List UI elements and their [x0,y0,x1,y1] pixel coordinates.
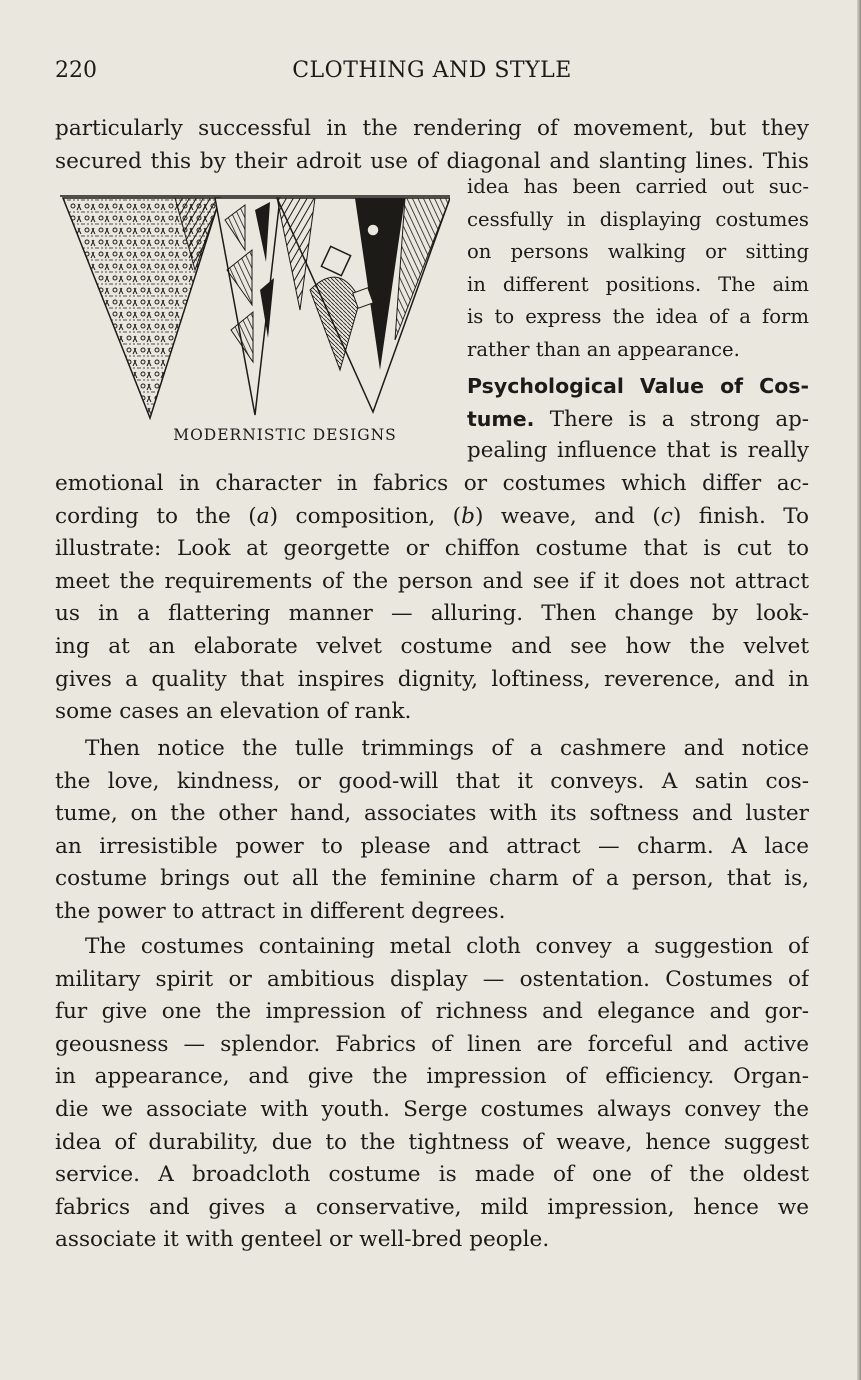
text-line: cessfully in displaying costumes [467,207,809,231]
text-line: in different positions. The aim [467,272,809,296]
text-line [467,403,809,436]
text-line: on persons walking or sitting [467,240,809,264]
text-line: military spirit or ambitious display — ostentation. Costumes of [55,966,809,992]
opening-lines [55,113,809,178]
text-line: meet the requirements of the person and see if it does not attract [55,568,809,594]
section-heading-block [467,370,809,468]
text-line: in appearance, and give the impression of efficiency. Organ- [55,1064,809,1090]
text-line: tume, on the other hand, associates with its softness and luster [55,801,809,827]
paragraph-3 [55,931,809,1257]
text-line: geousness — splendor. Fabrics of linen are forceful and active [55,1031,809,1057]
text-line: particularly successful in the rendering of movement, but they [55,116,809,141]
text-line: pealing influence that is really [467,438,809,464]
text-line: illustrate: Look at georgette or chiffon costume that is cut to [55,536,809,562]
paragraph-2 [55,733,809,929]
heading-line-text: There is a strong ap- [534,406,809,432]
page-edge-shadow [857,0,861,1380]
text-line: an irresistible power to please and attract — charm. A lace [55,833,809,859]
text-line: associate it with genteel or well-bred people. [55,1227,550,1253]
text-line: costume brings out all the feminine charm of a person, that is, [55,866,809,892]
text-line: us in a flattering manner — alluring. Then change by look- [55,601,809,627]
text-line: the power to attract in different degrees. [55,898,506,924]
text-line: fur give one the impression of richness and elegance and gor- [55,999,809,1025]
wrapped-text [467,171,809,367]
section-heading-title-cont: tume. [467,406,535,431]
text-line: The costumes containing metal cloth convey a suggestion of [85,934,809,959]
pennant-2 [215,198,280,415]
page-number: 220 [55,58,97,83]
text-line: ing at an elaborate velvet costume and see how the velvet [55,633,809,659]
text-line: emotional in character in fabrics or costumes which differ ac- [55,471,809,496]
paragraph-1 [55,468,809,729]
text-line: fabrics and gives a conservative, mild impression, hence we [55,1194,809,1220]
text-line: cording to the (a) composition, (b) weave, and (c) finish. To [55,503,809,529]
running-title: CLOTHING AND STYLE [292,58,572,83]
text-line: idea of durability, due to the tightness of weave, hence suggest [55,1129,809,1155]
section-heading [467,370,809,403]
text-line: Then notice the tulle trimmings of a cashmere and notice [85,736,809,761]
section-heading-title: Psychological Value of Cos- [467,374,809,398]
text-line: rather than an appearance. [467,337,740,361]
pennant-1 [63,198,220,418]
modernistic-designs-figure [55,190,450,450]
text-line: gives a quality that inspires dignity, loftiness, reverence, and in [55,666,809,692]
page-header [55,58,809,92]
text-line: some cases an elevation of rank. [55,699,412,725]
text-line: secured this by their adroit use of diagonal and slanting lines. This [55,148,809,174]
text-line: die we associate with youth. Serge costumes always convey the [55,1096,809,1122]
text-line: idea has been carried out suc- [467,175,809,198]
text-line: the love, kindness, or good-will that it conveys. A satin cos- [55,768,809,794]
text-line: service. A broadcloth costume is made of one of the oldest [55,1162,809,1188]
pennant-3 [277,198,450,412]
text-line: is to express the idea of a form [467,305,809,329]
pennant-illustration [55,190,450,430]
figure-caption: MODERNISTIC DESIGNS [173,426,397,444]
